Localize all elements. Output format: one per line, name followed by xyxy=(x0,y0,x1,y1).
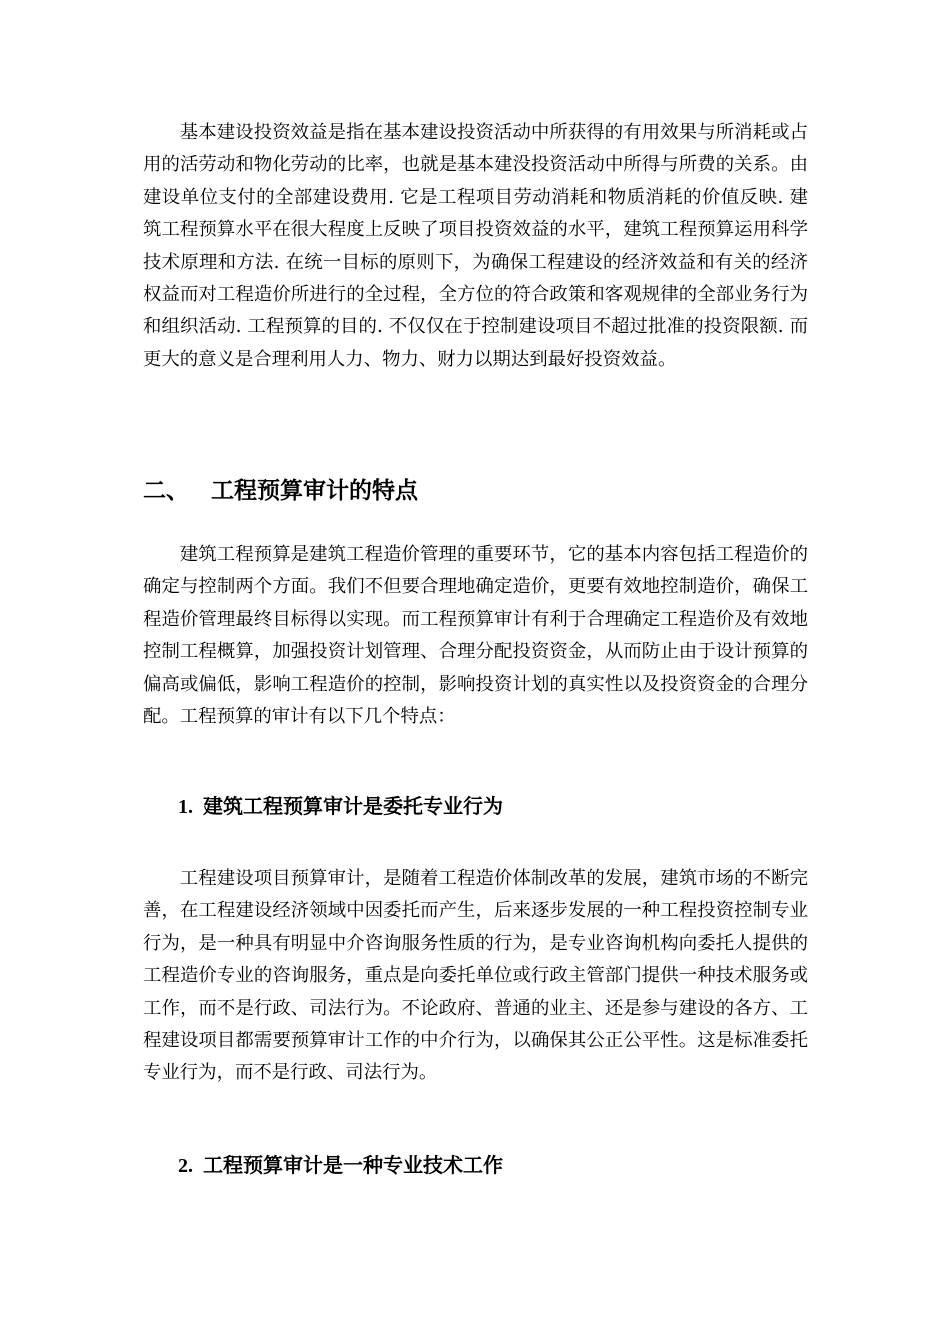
subsection-heading-2 xyxy=(178,1150,503,1181)
subsection-heading-1 xyxy=(178,791,503,822)
section-heading-2 xyxy=(143,476,418,506)
section-2-paragraph: 建筑工程预算是建筑工程造价管理的重要环节，它的基本内容包括工程造价的确定与控制两个方面。我们不但要合理地确定造价，更要有效地控制造价，确保工程造价管理最终目标得以实现。而工程预算审计有利于合理确定工程造价及有效地控制工程概算，加强投资计划管理、合理分配投资资金，从而防止由于设计预算的偏高或偏低，影响工程造价的控制，影响投资计划的真实性以及投资资金的合理分配。工程预算的审计有以下几个特点： xyxy=(143,544,808,728)
subsection-number: 2. xyxy=(178,1155,193,1177)
subsection-number: 1. xyxy=(178,796,193,818)
section-title: 工程预算审计的特点 xyxy=(211,477,418,504)
subsection-1-paragraph: 工程建设项目预算审计，是随着工程造价体制改革的发展，建筑市场的不断完善，在工程建设经济领域中因委托而产生，后来逐步发展的一种工程投资控制专业行为，是一种具有明显中介咨询服务性质的行为，是专业咨询机构向委托人提供的工程造价专业的咨询服务，重点是向委托单位或行政主管部门提供一种技术服务或工作，而不是行政、司法行为。不论政府、普通的业主、还是参与建设的各方、工程建设项目都需要预算审计工作的中介行为，以确保其公正公平性。这是标准委托专业行为，而不是行政、司法行为。 xyxy=(143,868,808,1084)
subsection-title: 建筑工程预算审计是委托专业行为 xyxy=(203,794,503,818)
section-number: 二、 xyxy=(143,477,189,504)
subsection-title: 工程预算审计是一种专业技术工作 xyxy=(203,1153,503,1177)
intro-paragraph: 基本建设投资效益是指在基本建设投资活动中所获得的有用效果与所消耗或占用的活劳动和物化劳动的比率，也就是基本建没投资活动中所得与所费的关系。由建设单位支付的全部建设费用. 它是工程项目劳动消耗和物质消耗的价值反映. 建筑工程预算水平在很大程度上反映了项目投资效益的水平，建筑工程预算运用科学技术原理和方法. 在统一目标的原则下，为确保工程建设的经济效益和有关的经济权益而对工程造价所进行的全过程，全方位的符合政策和客观规律的全部业务行为和组织活动. 工程预算的目的. 不仅仅在于控制建设项目不超过批准的投资限额. 而更大的意义是合理利用人力、物力、财力以期达到最好投资效益。 xyxy=(143,122,808,370)
